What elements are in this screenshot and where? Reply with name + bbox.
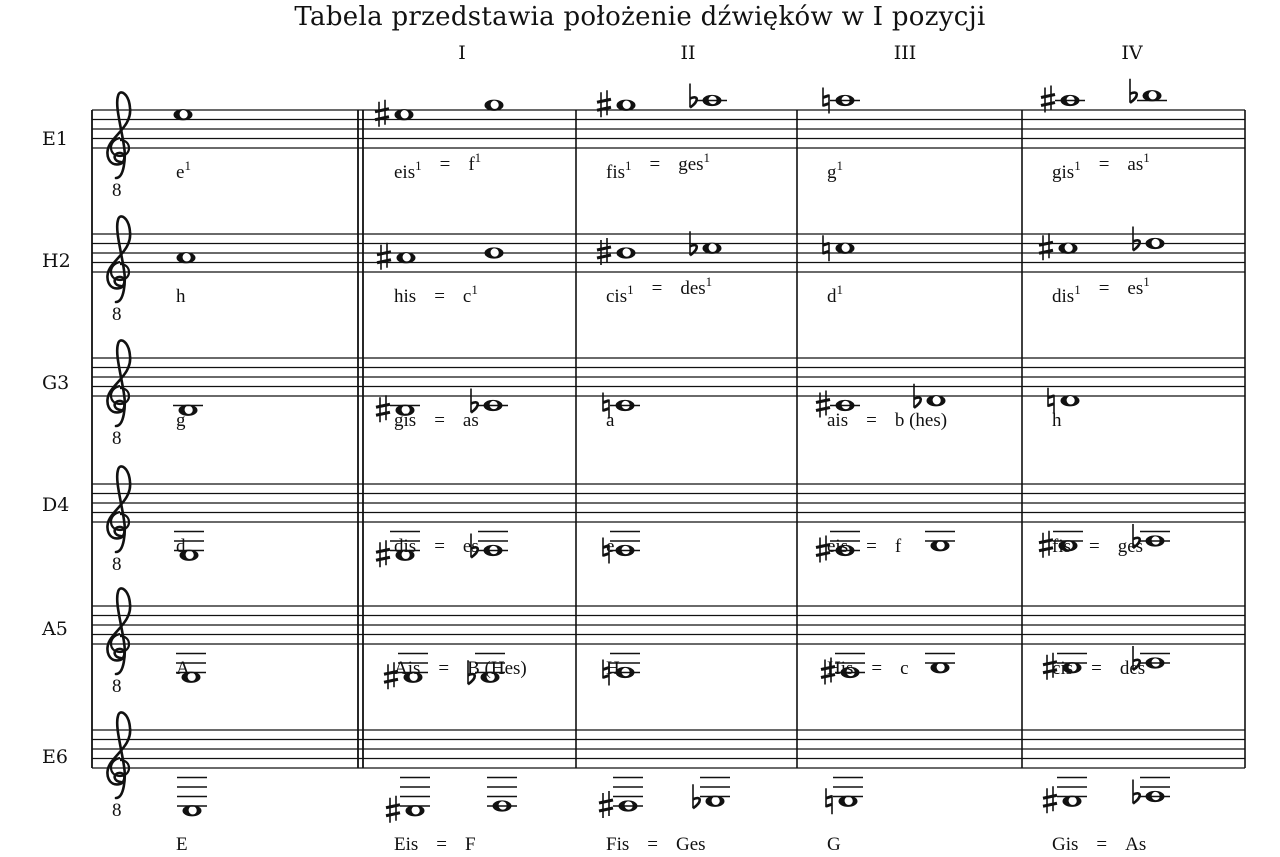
position-label-1: I: [458, 42, 466, 64]
note-name-cell: fis = ges: [1052, 536, 1144, 557]
note: [485, 99, 504, 111]
string-label-g3: G3: [42, 372, 70, 394]
octave-mark: 8: [112, 180, 122, 201]
position-label-4: IV: [1121, 42, 1143, 64]
note-name-cell: h: [1052, 410, 1062, 431]
note: [925, 532, 955, 552]
treble-clef-icon: [107, 216, 130, 302]
note-name-cell: Eis = F: [394, 834, 476, 855]
note: [830, 94, 860, 106]
sharp-icon: [377, 243, 391, 270]
note-name-cell: g$^1$: [827, 158, 843, 183]
string-label-h2: H2: [42, 250, 71, 272]
flat-icon: [1133, 227, 1140, 251]
natural-icon: [823, 235, 829, 261]
note-name-cell: cis$^1$ = des$^1$: [606, 274, 713, 307]
staff: [92, 110, 1245, 148]
note: [833, 778, 863, 807]
note-name-cell: d$^1$: [827, 282, 843, 307]
note: [700, 778, 730, 807]
staff: [92, 730, 1245, 768]
note: [925, 654, 955, 674]
string-label-d4: D4: [42, 494, 70, 516]
note-name-cell: his = c$^1$: [394, 282, 478, 307]
octave-mark: 8: [112, 676, 122, 697]
sharp-icon: [597, 90, 611, 117]
note: [617, 99, 636, 111]
flat-icon: [690, 84, 697, 108]
note: [485, 247, 504, 259]
flat-icon: [1130, 79, 1137, 103]
note: [400, 778, 430, 817]
flat-icon: [1133, 780, 1140, 804]
note-name-cell: Ais = B (Hes): [394, 658, 527, 679]
note: [1146, 237, 1165, 249]
note-name-cell: His = c: [827, 658, 909, 679]
treble-clef-icon: [107, 466, 130, 552]
note-name-cell: eis$^1$ = f$^1$: [394, 150, 482, 183]
note-name-cell: dis = es: [394, 536, 479, 557]
sharp-icon: [376, 540, 390, 567]
note: [1137, 90, 1167, 102]
note-name-cell: Fis = Ges: [606, 834, 706, 855]
note-name-cell: E: [176, 834, 188, 855]
note: [177, 778, 207, 817]
string-label-e6: E6: [42, 746, 68, 768]
sharp-icon: [1039, 233, 1053, 260]
note-name-cell: eis = f: [827, 536, 902, 557]
page-title: Tabela przedstawia położenie dźwięków w I pozycji: [294, 2, 986, 32]
note: [1140, 532, 1170, 547]
treble-clef-icon: [107, 712, 130, 798]
note: [1140, 778, 1170, 803]
sharp-icon: [1043, 786, 1057, 813]
staff: [92, 606, 1245, 644]
note-name-cell: A: [176, 658, 190, 679]
treble-clef-icon: [107, 588, 130, 674]
note-name-cell: g: [176, 410, 186, 431]
note: [478, 399, 508, 411]
note-name-cell: G: [827, 834, 841, 855]
note-name-cell: d: [176, 536, 186, 557]
note-name-cell: H: [606, 658, 620, 679]
staff: [92, 358, 1245, 396]
octave-mark: 8: [112, 304, 122, 325]
note: [1055, 94, 1085, 106]
note-name-cell: a: [606, 410, 615, 431]
note: [1057, 778, 1087, 807]
treble-clef-icon: [107, 92, 130, 178]
string-label-a5: A5: [42, 618, 68, 640]
note-name-cell: gis = as: [394, 410, 479, 431]
sharp-icon: [599, 791, 613, 818]
staff: [92, 484, 1245, 522]
note-name-cell: e: [606, 536, 615, 557]
note-name-cell: h: [176, 286, 186, 307]
note-name-cell: gis$^1$ = as$^1$: [1052, 150, 1150, 183]
position-label-3: III: [893, 42, 917, 64]
octave-mark: 8: [112, 428, 122, 449]
sharp-icon: [376, 395, 390, 422]
sharp-icon: [1041, 86, 1055, 113]
sharp-icon: [386, 796, 400, 823]
string-label-e1: E1: [42, 128, 68, 150]
note-name-cell: fis$^1$ = ges$^1$: [606, 150, 711, 183]
note: [697, 94, 727, 106]
note: [613, 778, 643, 812]
note-name-cell: Gis = As: [1052, 834, 1147, 855]
sharp-icon: [1039, 531, 1053, 558]
note: [610, 532, 640, 557]
note: [617, 247, 636, 259]
flat-icon: [693, 784, 700, 808]
octave-mark: 8: [112, 800, 122, 821]
position-label-2: II: [680, 42, 696, 64]
sharp-icon: [597, 238, 611, 265]
treble-clef-icon: [107, 340, 130, 426]
note-name-cell: cis = des: [1052, 658, 1146, 679]
note-name-cell: e$^1$: [176, 158, 191, 183]
note: [487, 778, 517, 812]
flat-icon: [471, 389, 478, 413]
natural-icon: [826, 788, 832, 814]
note-name-cell: ais = b (hes): [827, 410, 948, 431]
note: [478, 532, 508, 557]
note-name-cell: dis$^1$ = es$^1$: [1052, 274, 1150, 307]
note: [610, 399, 640, 411]
sharp-icon: [375, 100, 389, 127]
octave-mark: 8: [112, 554, 122, 575]
